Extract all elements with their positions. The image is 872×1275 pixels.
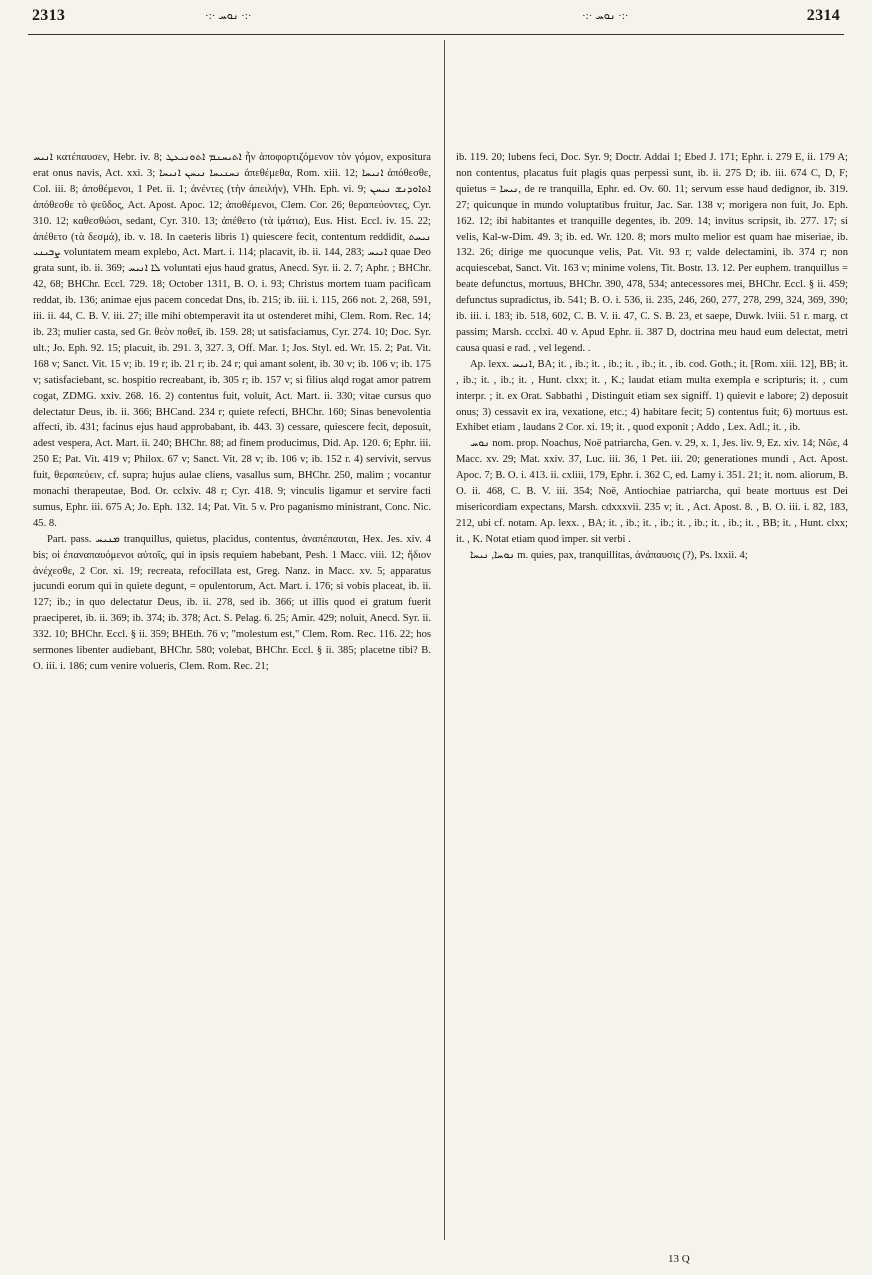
- signature-mark: 13 Q: [668, 1253, 690, 1265]
- running-head-right: ·:· ܢܘܚ ·:·: [582, 10, 629, 22]
- column-divider: [444, 40, 445, 1240]
- header-rule: [28, 34, 844, 35]
- page-number-right: 2314: [806, 7, 840, 24]
- page-header: [0, 0, 872, 36]
- left-column: [33, 150, 431, 675]
- page-number-left: 2313: [32, 7, 66, 24]
- paragraph: ܐܢܝܚ κατέπαυσεν, Hebr. iv. 8; ܐܬܝܚܢܡ ܐܬܘܢܝܥܛ ἦν ἀποφορτιζόμενον τὸν γόμον, expositura erat onus navis, Act. xxi. 3; ܢܚܢܝܚܐ ܢܝܚܢ ܐܢܝܚܐ ἀπεθέμεθα, Rom. xiii. 12; ܐܢܝܚܐ ἀπόθεσθε, Col. iii. 8; ἀποθέμενοι, 1 Pet. ii. 1; ἀνέντες (τὴν ἀπειλήν), VHh. Eph. vi. 9; ܐܬܐܘܕܢܫ ܢܝܚܢ ἀπόθεσθε τὸ ψεῦδος, Act. Apost. Apoc. 12; ἀποθέμενοι, Clem. Cor. 26; θεραπεύοντες, Cyr. 310. 12; καθεσθώσι, sedant, Cyr. 310. 13; ἀπέθετο (τὰ ἱμάτια), Eus. Hist. Eccl. iv. 15. 22; ἀπέθετο (τὰ δεσμά), ib. v. 18. In caeteris libris 1) quiescere fecit, contentum reddidit, ܢܝܚܬ ܨܒܝܢܝ voluntatem meam explebo, Act. Mart. i. 114; placavit, ib. ii. 144, 283; ܐܢܝܚ quae Deo grata sunt, ib. ii. 369; ܠܐ ܐܢܝܚ voluntati ejus haud gratus, Anecd. Syr. ii. 2. 7; Aphr. ; BHChr. 42, 68; BHChr. Eccl. 729. 18; October 1311, B. O. i. 93; Christus mortem tuam pacificam reddat, ib. 136; animae ejus pacem concedat Dns, ib. 215; ib. iii. i. 115, 266 not. 2, 268, 591, iii. ii. 44, C. B. V. iii. 27; ille mihi obtemperavit ita ut ostenderet mihi, Clem. Rom. Rec. 14; ib. 23; mulier casta, sed Gr. θεὸν ποθεῖ, ib. 159. 28; ut satisfaciamus, Cyr. 274. 10; Doc. Syr. ult.; Jo. Eph. 92. 15; placuit, ib. 291. 3, 327. 3, Off. Mar. 1; Jos. Styl. ed. Wr. 15. 2; Pat. Vit. 168 v; Sanct. Vit. 15 v; ib. 19 r; ib. 21 r; ib. 24 r; qui amant solent, ib. 30 v; ib. 106 v; ib. 175 v; satisfaciebant, sc. hospitio recreabant, ib. 305 r; ib. 157 v; si filius alqd rogat amor patrem cogat, ZDMG. xxiv. 268. 16. 2) contentus fuit, voluit, Act. Mart. ii. 330; vitae cursus quo delectatur Deus, ib. ii. 366; BHCand. 234 r; quiete refecti, BHChr. 160; Sinas benevolentia affecti, ib. 431; facinus ejus haud approbabant, ib. 443. 3) cessare, quiescere fecit, deposuit, adest vespera, Act. Mart. ii. 240; BHChr. 88; ad finem producimus, Did. Ap. 120. 6; Ephr. iii. 250 E; Pat. Vit. 419 v; Philox. 67 v; Sanct. Vit. 28 v; ib. 106 v; ib. 152 r. 4) servivit, servus fuit, θεραπεύειν, cf. supra; hujus aulae cliens, vasallus sum, BHChr. 250, malim ; vocantur monachi therapeutae, Bod. Or. cclxiv. 48 r; Cyr. 418. 9; vinculis ligamur et servire facti sumus, Ephr. iii. 675 A; Jo. Eph. 132. 14; Pat. Vit. 5 v. Pro paganismo ministrant, Conc. Nic. 45. 8.: [33, 152, 432, 529]
- paragraph: ܢܘܚ nom. prop. Noachus, Noë patriarcha, Gen. v. 29, x. 1, Jes. liv. 9, Ez. xiv. 14; Nῶε, 4 Macc. xv. 29; Mat. xxiv. 37, Luc. iii. 36, 1 Pet. iii. 20; generationes mundi , Act. Apost. Apoc. 7; B. O. i. 413. ii. cxliii, 179, Ephr. i. 362 C, ed. Lamy i. 351. 21; it. nom. aliorum, B. O. ii. 468, C. B. V. iii. 354; Noë, Antiochiae patriarcha, qui beate mortuus est Dei misericordiam expectans, Marsh. cdxxxvii. 235 v; it. , Act. Apost. 8. , B. O. iii. i. 82, 183, 212, ubi cf. notam. Ap. lexx. , BA; it. , ib.; it. , ib.; it. , ib.; it. , ib.; it. , BB; it. , Hunt. clxx; it. , K. Notat etiam quod imper. sit verbi .: [456, 438, 848, 545]
- paragraph: ܢܘܚܐ, ܢܝܚܐ m. quies, pax, tranquillitas, ἀνάπαυσις (?), Ps. lxxii. 4;: [470, 549, 748, 561]
- paragraph: Ap. lexx. ܐܢܝܚ, BA; it. , ib.; it. , ib.; it. , ib.; it. , ib. cod. Goth.; it. [Rom. xiii. 12], BB; it. , ib.; it. , ib.; it. , Hunt. clxx; it. , K.; laudat etiam multa exempla e scripturis; it. , cum interpr. ; it. ex Orat. Sabbathi , Distinguit etiam sex signiff. 1) quievit e labore; 2) deposuit onus; 3) cessavit ex ira, vexatione, etc.; 4) habitare fecit; 5) contentus fuit; 6) mortuus est. Exhibet etiam , laudans 2 Cor. xi. 19; it. , quod exponit ; Addo , Lex. Adl.; it. , ib.: [456, 358, 848, 434]
- paragraph: ib. 119. 20; lubens feci, Doc. Syr. 9; Doctr. Addai 1; Ebed J. 171; Ephr. i. 279 E, ii. 179 A; non contentus, placatus fuit plagis quas perpessi sunt, ib. ii. 275 D; ib. iii. 674 C, D, F; quietus = ܢܝܚܐ, de re tranquilla, Ephr. ed. Ov. 60. 11; servum esse haud dedignor, ib. 319. 27; quicunque in mundo voluptatibus fruitur, Jac. Sar. 138 v; morigera non fuit, Jo. Eph. 162. 12; ibi habitantes et tranquille degentes, ib. 209. 14; invitus scripsit, ib. 277. 17; si velis, Kal-w-Dim. 49. 3; ib. ed. Wr. 120. 8; mors multo melior est quam hae miseriae, ib. 132. 26; dirige me quocunque velis, Pat. Vit. 93 r; valde delectamini, ib. 374 r; non acquiescebat, Sanct. Vit. 163 v; minime volens, Tit. Bostr. 13. 12. Per euphem. tranquillus = beate defunctus, mortuus, BHChr. 390, 478, 534; antecessores mei, BHChr. Eccl. § ii. 459; defunctus supradictus, ib. 541; B. O. i. 536, ii. 235, 246, 260, 277, 278, 299, 324, 369, 390; ib. iii. i. 183; ib. 518, 602, C. B. V. ii. 47, C. S. B. 23, et saepe, Duwk. lviii. 51 r. marg. ct passim; Marsh. ccclxi. 40 v. Apud Ephr. ii. 387 D, doctrina meu haud eum delectat, metri causa quasi e rad. , vel legend. .: [456, 152, 848, 354]
- right-column: [456, 150, 848, 564]
- paragraph: Part. pass. ܡܢܝܚ tranquillus, quietus, placidus, contentus, ἀναπέπαυται, Hex. Jes. xiv. 4 bis; οἱ ἐπαναπαυόμενοι αὐτοῖς, qui in ipsis requiem habebant, Pesh. 1 Macc. viii. 12; ἥδιον ἀνέχεσθε, 2 Cor. xi. 19; recreata, refocillata est, Greg. Nanz. in Macc. xv. 5; apparatus jucundi eorum qui in quiete degunt, = opulentorum, Act. Mart. i. 176; si vobis placeat, ib. ii. 127; ib.; in quo delectatur Deus, ib. ii. 278, sed ib. 366; ut illis quod ei gratum fuerit praeciperet, ib. ii. 369; ib. 374; ib. 378; Act. S. Pelag. 6. 25; Amir. 429; noluit, Anecd. Syr. ii. 332. 10; BHChr. Eccl. § ii. 359; BHEth. 76 v; "molestum est," Clem. Rom. Rec. 116. 22; hos sermones libenter audiebant, BHChr. 580; volebat, BHChr. Eccl. § ii. 385; placetne tibi? B. O. iii. i. 186; cum venire volueris, Clem. Rom. Rec. 21;: [33, 533, 431, 672]
- running-head-left: ·:· ܢܘܚ ·:·: [205, 10, 252, 22]
